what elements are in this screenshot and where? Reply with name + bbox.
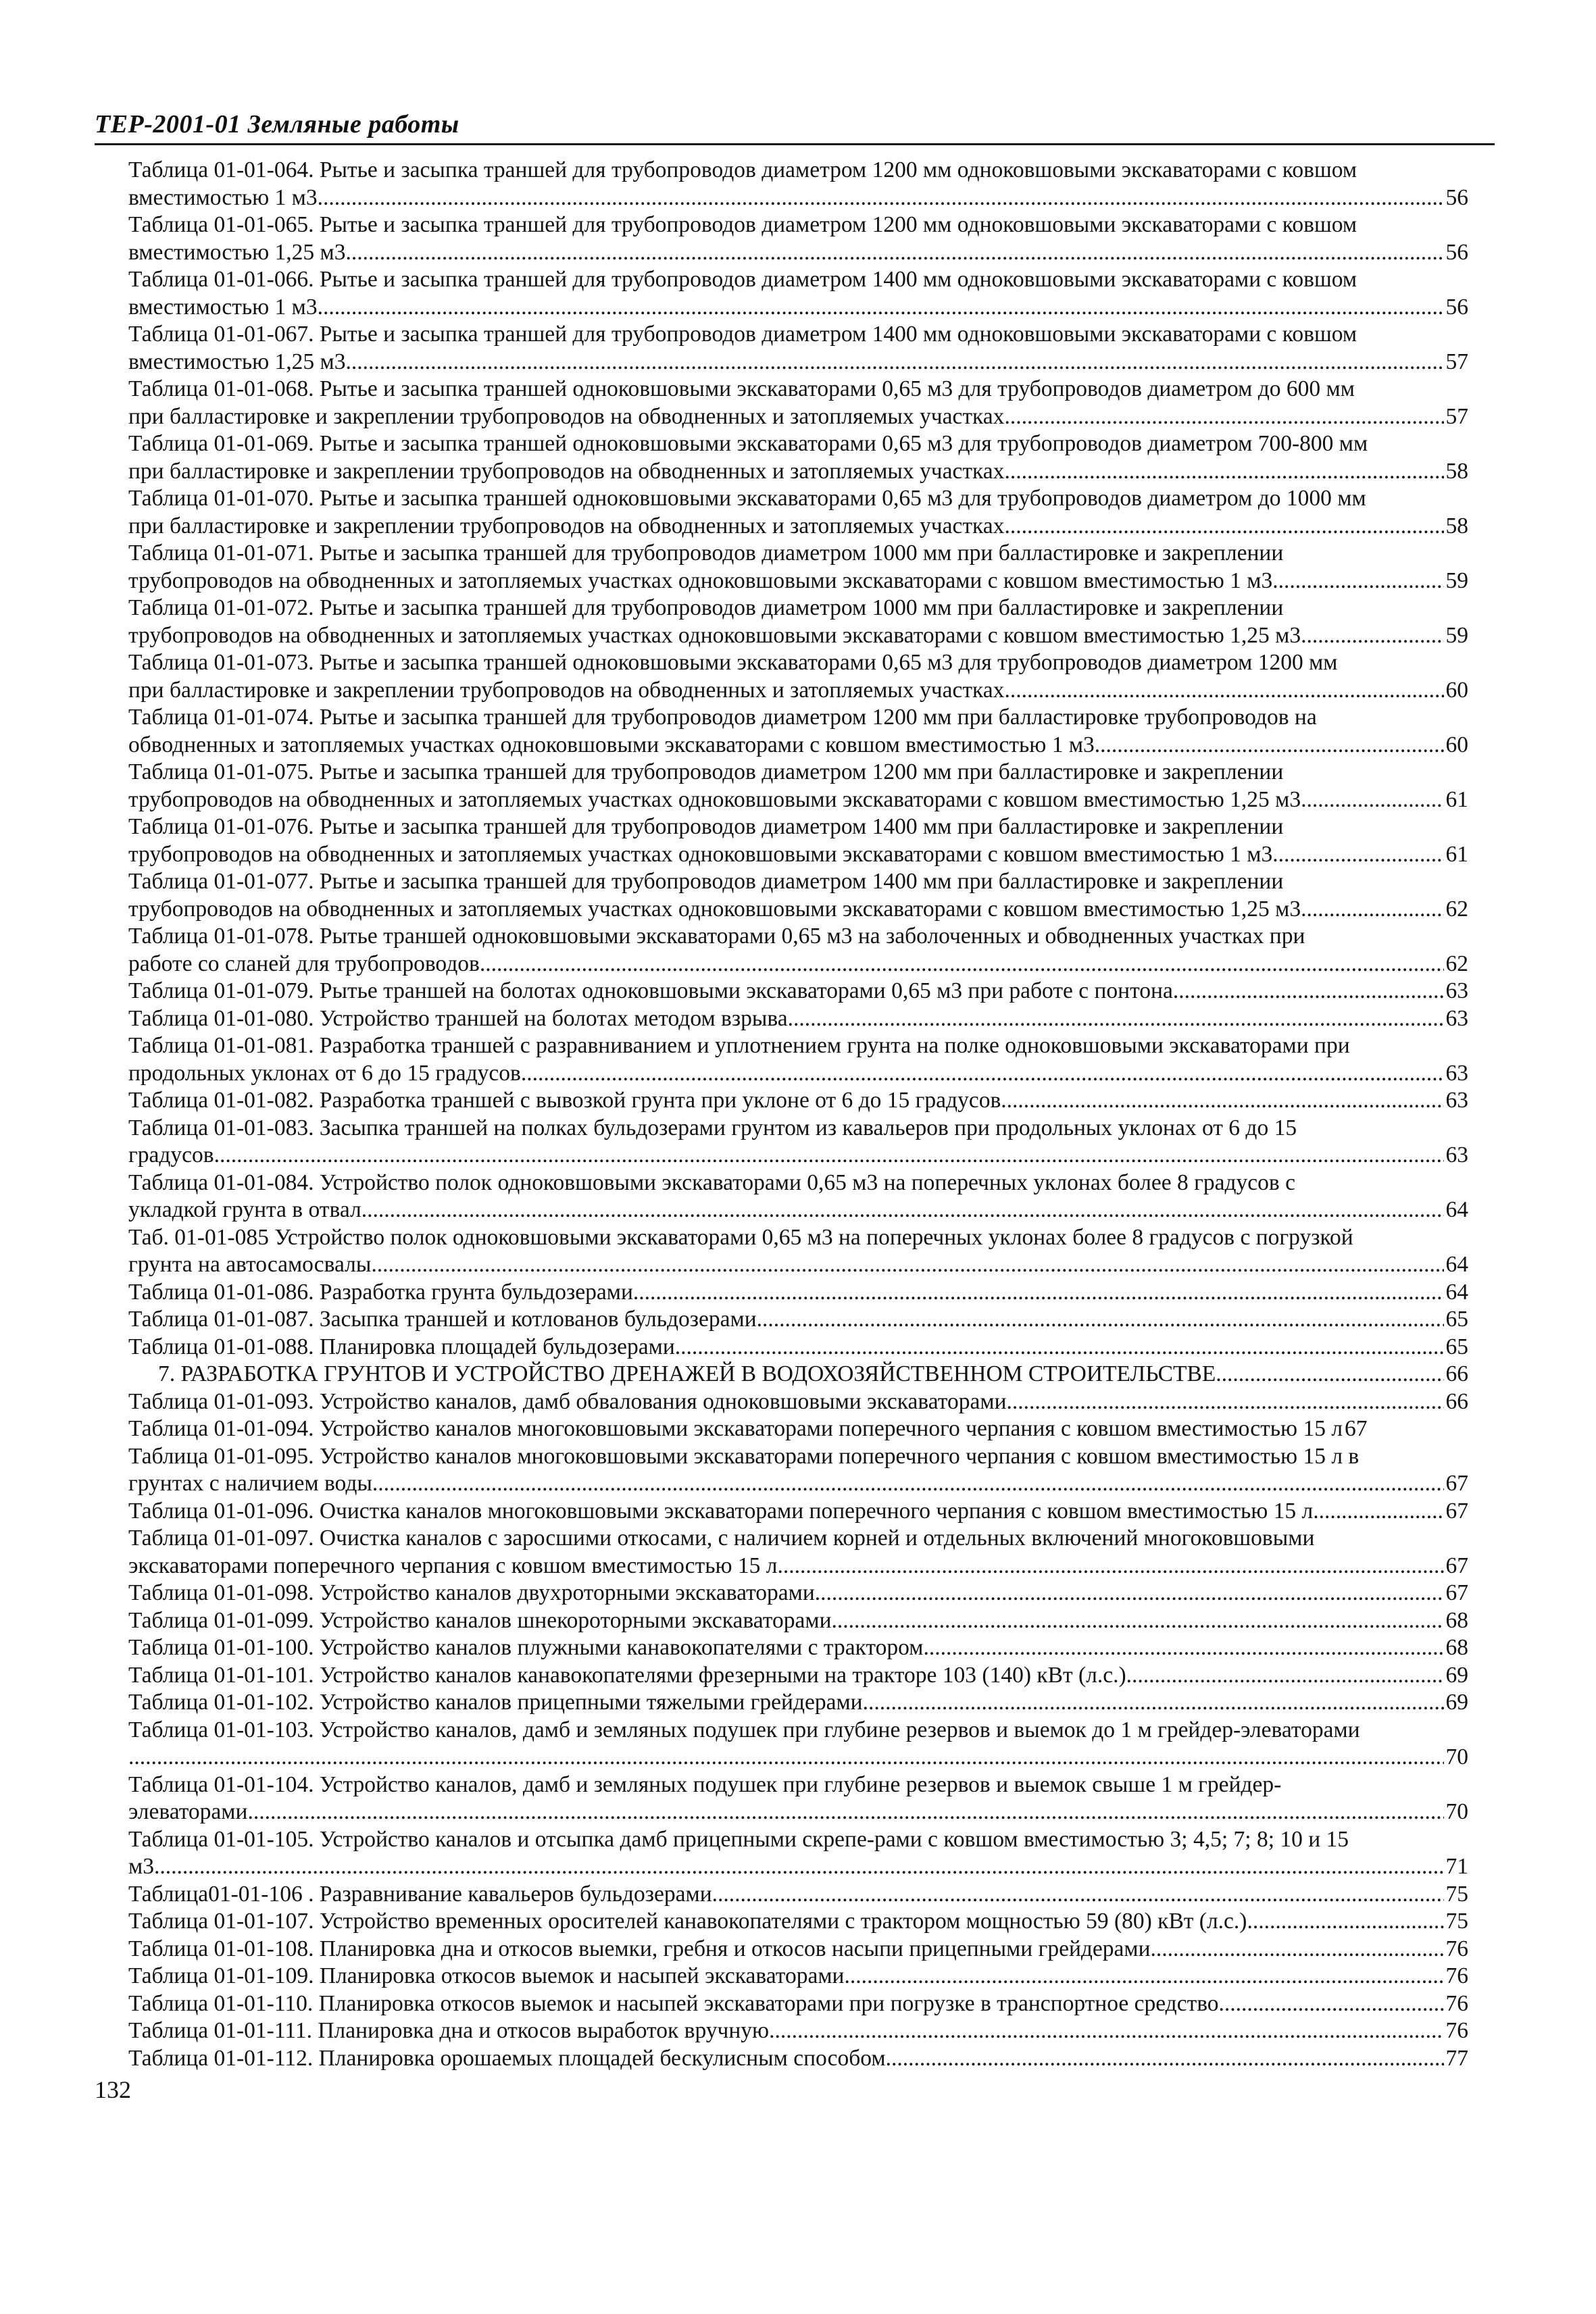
toc-entry-last-line [128,568,1468,595]
toc-entry-last-line [128,294,1468,322]
toc-page-ref: 64 [1445,1197,1468,1222]
toc-page-ref: 69 [1445,1690,1468,1715]
toc-dot-leader [318,184,1444,212]
toc-entry-text: грунтах с наличием воды [128,1471,372,1496]
toc-entry [128,1306,1468,1334]
toc-entry-text: Таблица 01-01-082. Разработка траншей с вывозкой грунта при уклоне от 6 до 15 градусов [128,1088,1001,1113]
toc-page-ref: 75 [1445,1881,1468,1907]
toc-entry-last-line [128,1388,1468,1416]
toc-entry-last-line [128,1553,1468,1580]
toc-entry-text: вместимостью 1 м3 [128,294,318,320]
toc-dot-leader [769,2017,1443,2045]
toc-dot-leader [1095,732,1444,759]
toc-entry-last-line [128,239,1468,267]
toc-page-ref: 67 [1445,1498,1468,1524]
toc-entry [128,485,1468,540]
toc-entry-line: Таблица 01-01-104. Устройство каналов, дамб и земляных подушек при глубине резервов и выемок свыше 1 м грейдер- [128,1771,1282,1797]
toc-entry [128,1908,1468,1936]
running-header [95,109,1495,145]
toc-entry [128,1032,1468,1087]
toc-page-ref: 59 [1445,568,1468,593]
toc-entry [128,923,1468,978]
toc-dot-leader [154,1853,1444,1881]
toc-page-ref: 70 [1445,1744,1468,1769]
toc-entry-last-line [128,1251,1468,1279]
toc-entry-line: Таблица 01-01-103. Устройство каналов, дамб и земляных подушек при глубине резервов и выемок до 1 м грейдер-элеваторами [128,1717,1360,1742]
toc-page-ref: 59 [1445,622,1468,648]
toc-entry [128,266,1468,321]
toc-entry-last-line [158,1361,1468,1388]
toc-entry-last-line [128,622,1468,650]
toc-entry [128,759,1468,813]
toc-entry-last-line [128,1963,1468,1990]
toc-entry-last-line [128,896,1468,924]
toc-entry-last-line [128,1744,1468,1771]
toc-dot-leader [361,1197,1444,1224]
toc-entry-text: трубопроводов на обводненных и затопляемых участках одноковшовыми экскаваторами с ковшом вместимостью 1 м3 [128,568,1273,593]
toc-entry-line: Таблица 01-01-097. Очистка каналов с заросшими откосами, с наличием корней и отдельных включений многоковшовыми [128,1526,1315,1551]
toc-entry [128,157,1468,211]
toc-entry-text: экскаваторами поперечного черпания с ковшом вместимостью 15 л [128,1553,778,1578]
toc-entry-text: 7. РАЗРАБОТКА ГРУНТОВ И УСТРОЙСТВО ДРЕНАЖЕЙ В ВОДОХОЗЯЙСТВЕННОМ СТРОИТЕЛЬСТВЕ [158,1361,1216,1386]
toc-entry-line: Таблица 01-01-075. Рытье и засыпка траншей для трубопроводов диаметром 1200 мм при балластировке и закреплении [128,759,1284,784]
toc-entry [128,1169,1468,1224]
toc-page-ref: 58 [1445,513,1468,538]
toc-entry [128,813,1468,868]
toc-entry-text: Таблица 01-01-087. Засыпка траншей и котлованов бульдозерами [128,1307,757,1332]
toc-entry [128,1963,1468,1990]
toc-entry-line: Таблица 01-01-084. Устройство полок одноковшовыми экскаваторами 0,65 м3 на поперечных уклонах более 8 градусов с [128,1169,1295,1195]
toc-entry-text: Таблица 01-01-101. Устройство каналов канавокопателями фрезерными на тракторе 103 (140) кВт (л.с.) [128,1662,1126,1688]
toc-entry-text: Таблица 01-01-080. Устройство траншей на болотах методом взрыва [128,1005,788,1031]
toc-page-ref: 63 [1445,1088,1468,1113]
toc-entry-text: работе со сланей для трубопроводов [128,951,480,976]
toc-page-ref: 68 [1445,1635,1468,1660]
toc-entry-text: Таблица 01-01-099. Устройство каналов шнекороторными экскаваторами [128,1607,832,1633]
toc-entry [128,540,1468,595]
toc-page-ref: 56 [1445,239,1468,265]
toc-entry-text: м3 [128,1854,154,1879]
toc-entry-last-line [128,978,1468,1005]
toc-entry-text: Таблица 01-01-110. Планировка откосов выемок и насыпей экскаваторами при погрузке в транспортное средство [128,1990,1219,2016]
toc-entry-text: Таблица 01-01-109. Планировка откосов выемок и насыпей экскаваторами [128,1963,845,1988]
toc-entry-text: градусов [128,1142,214,1167]
toc-page-ref: 56 [1445,184,1468,210]
toc-dot-leader [247,1799,1443,1826]
toc-entry [128,1415,1468,1443]
toc-entry-text: вместимостью 1,25 м3 [128,239,346,265]
toc-entry-line: Таблица 01-01-083. Засыпка траншей на полках бульдозерами грунтом из кавальеров при продольных уклонах от 6 до 15 [128,1115,1297,1140]
toc-entry-text: Таблица 01-01-111. Планировка дна и откосов выработок вручную [128,2018,770,2043]
toc-page-ref: 66 [1445,1388,1468,1414]
toc-entry [128,1689,1468,1717]
toc-dot-leader [778,1553,1444,1580]
toc-page-ref: 56 [1445,294,1468,320]
toc-entry-text: укладкой грунта в отвал [128,1197,361,1222]
toc-entry-line: Таблица 01-01-067. Рытье и засыпка траншей для трубопроводов диаметром 1400 мм одноковшовыми экскаваторами с ковшом [128,322,1357,347]
toc-page-ref: 62 [1445,896,1468,922]
toc-entry-last-line [128,1087,1468,1115]
toc-entry-line: Таб. 01-01-085 Устройство полок одноковшовыми экскаваторами 0,65 м3 на поперечных уклонах более 8 градусов с погрузкой [128,1224,1353,1250]
toc-entry-text: при балластировке и закреплении трубопроводов на обводненных и затопляемых участках [128,403,1005,429]
toc-dot-leader [128,1744,1444,1771]
toc-entry-line: Таблица 01-01-071. Рытье и засыпка траншей для трубопроводов диаметром 1000 мм при балластировке и закреплении [128,540,1284,565]
toc-entry-text: Таблица 01-01-079. Рытье траншей на болотах одноковшовыми экскаваторами 0,65 м3 при работе с понтона [128,978,1173,1003]
toc-dot-leader [1301,786,1443,814]
toc-entry-last-line [128,786,1468,814]
toc-entry-text: вместимостью 1,25 м3 [128,349,346,374]
toc-page-ref: 60 [1445,677,1468,703]
toc-entry [128,1334,1468,1361]
toc-dot-leader [1216,1361,1443,1388]
toc-entry-text: Таблица 01-01-086. Разработка грунта бульдозерами [128,1279,633,1305]
toc-dot-leader [815,1580,1444,1607]
toc-entry [128,1388,1468,1416]
toc-entry-text: Таблица 01-01-102. Устройство каналов прицепными тяжелыми грейдерами [128,1690,863,1715]
toc-entry-text: при балластировке и закреплении трубопроводов на обводненных и затопляемых участках [128,513,1005,538]
toc-entry-last-line [128,1580,1468,1607]
toc-entry-text: вместимостью 1 м3 [128,184,318,210]
toc-entry [128,868,1468,923]
toc-entry-last-line [128,841,1468,869]
toc-entry-line: Таблица 01-01-076. Рытье и засыпка траншей для трубопроводов диаметром 1400 мм при балластировке и закреплении [128,814,1284,839]
toc-entry-last-line [128,1498,1468,1526]
toc-page-ref: 64 [1445,1252,1468,1277]
toc-entry-last-line [128,1142,1468,1169]
toc-entry-last-line [128,1799,1468,1826]
toc-page-ref: 64 [1445,1279,1468,1305]
toc-page-ref: 76 [1445,2018,1468,2043]
toc-entry [128,211,1468,266]
toc-entry-last-line [128,1279,1468,1307]
toc-page-ref: 71 [1445,1854,1468,1879]
toc-entry [128,1771,1468,1826]
toc-page-ref: 68 [1445,1607,1468,1633]
toc-entry-last-line [128,677,1468,705]
toc-page-ref: 69 [1445,1662,1468,1688]
toc-entry-last-line [128,403,1468,431]
toc-page-ref: 62 [1445,951,1468,976]
toc-entry [128,1498,1468,1526]
toc-page-ref: 58 [1445,458,1468,484]
toc-page-ref: 57 [1445,403,1468,429]
toc-entry-text: Таблица 01-01-098. Устройство каналов двухроторными экскаваторами [128,1580,815,1605]
toc-entry [128,321,1468,376]
toc-entry-last-line [128,1853,1468,1881]
toc-dot-leader [1313,1498,1443,1526]
toc-entry [128,2017,1468,2045]
toc-entry-line: Таблица 01-01-081. Разработка траншей с разравниванием и уплотнением грунта на полке одноковшовыми экскаваторами при [128,1033,1350,1058]
toc-dot-leader [832,1607,1444,1635]
toc-entry [128,1443,1468,1498]
toc-entry-text: трубопроводов на обводненных и затопляемых участках одноковшовыми экскаваторами с ковшом вместимостью 1,25 м3 [128,786,1301,812]
toc-entry-line: Таблица 01-01-073. Рытье и засыпка траншей одноковшовыми экскаваторами 0,65 м3 для трубопроводов диаметром 1200 мм [128,650,1338,675]
toc-entry-last-line [128,1415,1468,1443]
toc-entry-text: Таблица 01-01-112. Планировка орошаемых площадей бескулисным способом [128,2045,886,2071]
toc-entry [128,1634,1468,1662]
toc-entry-last-line [128,1334,1468,1361]
toc-entry-line: Таблица 01-01-070. Рытье и засыпка траншей одноковшовыми экскаваторами 0,65 м3 для трубопроводов диаметром до 1000 мм [128,486,1366,511]
toc-entry [128,704,1468,759]
toc-entry-last-line [128,951,1468,978]
toc-entry [128,1115,1468,1169]
toc-entry-text: обводненных и затопляемых участках одноковшовыми экскаваторами с ковшом вместимостью 1 м3 [128,732,1095,757]
toc-entry [128,1826,1468,1881]
toc-entry-text: Таблица 01-01-093. Устройство каналов, дамб обвалования одноковшовыми экскаваторами [128,1388,1007,1414]
toc-dot-leader [1001,1087,1443,1115]
toc-entry-last-line [128,513,1468,540]
toc-page-ref: 67 [1445,1471,1468,1496]
toc-entry-last-line [128,1662,1468,1690]
toc-dot-leader [1151,1936,1444,1963]
toc-entry-last-line [128,1936,1468,1963]
toc-page-ref: 67 [1345,1416,1368,1441]
toc-dot-leader [1247,1908,1443,1936]
toc-entry-line: Таблица 01-01-105. Устройство каналов и отсыпка дамб прицепными скрепе-рами с ковшом вместимостью 3; 4,5; 7; 8; 10 и 15 [128,1826,1349,1852]
toc-entry [128,649,1468,704]
toc-entry-last-line [128,458,1468,486]
toc-entry-text: Таблица 01-01-108. Планировка дна и откосов выемки, гребня и откосов насыпи прицепными грейдерами [128,1936,1151,1961]
toc-dot-leader [346,239,1444,267]
toc-entry-text: Таблица 01-01-100. Устройство каналов плужными канавокопателями с трактором [128,1635,924,1660]
toc-dot-leader [1004,458,1443,486]
toc-entry-line: Таблица 01-01-069. Рытье и засыпка траншей одноковшовыми экскаваторами 0,65 м3 для трубопроводов диаметром 700-800 мм [128,431,1368,456]
toc-page-ref: 76 [1445,1963,1468,1988]
toc-entry-last-line [128,1060,1468,1088]
toc-entry-line: Таблица 01-01-068. Рытье и засыпка траншей одноковшовыми экскаваторами 0,65 м3 для трубопроводов диаметром до 600 мм [128,376,1355,401]
toc-dot-leader [1004,513,1443,540]
toc-dot-leader [863,1689,1444,1717]
toc-entry-line: Таблица 01-01-065. Рытье и засыпка траншей для трубопроводов диаметром 1200 мм одноковшовыми экскаваторами с ковшом [128,212,1357,237]
toc-dot-leader [788,1005,1444,1033]
toc-entry [128,1936,1468,1963]
toc-entry-last-line [128,1607,1468,1635]
toc-entry-last-line [128,1689,1468,1717]
toc-entry-last-line [128,1470,1468,1498]
toc-page-ref: 70 [1445,1799,1468,1824]
toc-entry-last-line [128,1306,1468,1334]
toc-page-ref: 67 [1445,1580,1468,1605]
toc-dot-leader [675,1334,1444,1361]
toc-page-ref: 61 [1445,841,1468,867]
toc-entry-last-line [128,2017,1468,2045]
toc-page-ref: 63 [1445,1005,1468,1031]
toc-entry [128,1662,1468,1690]
toc-dot-leader [1272,568,1443,595]
toc-entry [128,1990,1468,2018]
toc-entry-line: Таблица 01-01-072. Рытье и засыпка траншей для трубопроводов диаметром 1000 мм при балластировке и закреплении [128,595,1284,620]
toc-entry [128,2045,1468,2073]
toc-page-ref: 76 [1445,1936,1468,1961]
toc-dot-leader [923,1634,1443,1662]
toc-dot-leader [318,294,1444,322]
toc-entry [128,1881,1468,1909]
toc-entry-text: при балластировке и закреплении трубопроводов на обводненных и затопляемых участках [128,458,1005,484]
toc-entry-text: продольных уклонах от 6 до 15 градусов [128,1060,521,1086]
toc-entry-last-line [128,1197,1468,1224]
toc-dot-leader [1173,978,1444,1005]
toc-page-ref: 65 [1445,1334,1468,1359]
toc-page-ref: 66 [1445,1361,1468,1386]
toc-entry-last-line [128,1908,1468,1936]
toc-dot-leader [346,349,1444,376]
toc-dot-leader [633,1279,1444,1307]
toc-page-ref: 63 [1445,978,1468,1003]
toc-dot-leader [372,1470,1444,1498]
toc-entry-line: Таблица 01-01-077. Рытье и засыпка траншей для трубопроводов диаметром 1400 мм при балластировке и закреплении [128,869,1284,894]
toc-dot-leader [757,1306,1444,1334]
toc-dot-leader [845,1963,1444,1990]
toc-dot-leader [371,1251,1443,1279]
toc-entry-line: Таблица 01-01-066. Рытье и засыпка траншей для трубопроводов диаметром 1400 мм одноковшовыми экскаваторами с ковшом [128,267,1357,292]
toc-entry-text: трубопроводов на обводненных и затопляемых участках одноковшовыми экскаваторами с ковшом вместимостью 1,25 м3 [128,896,1301,922]
toc-entry-text: грунта на автосамосвалы [128,1252,372,1277]
toc-section-heading [128,1361,1468,1388]
toc-entry-last-line [128,2045,1468,2073]
toc-entry-line: Таблица 01-01-064. Рытье и засыпка траншей для трубопроводов диаметром 1200 мм одноковшовыми экскаваторами с ковшом [128,157,1357,182]
toc-entry-line: Таблица 01-01-078. Рытье траншей одноковшовыми экскаваторами 0,65 м3 на заболоченных и обводненных участках при [128,924,1305,949]
toc-entry [128,1525,1468,1580]
toc-dot-leader [1007,1388,1444,1416]
toc-dot-leader [1301,896,1443,924]
toc-entry [128,1005,1468,1033]
toc-entry-line: Таблица 01-01-074. Рытье и засыпка траншей для трубопроводов диаметром 1200 мм при балластировке трубопроводов на [128,705,1317,730]
toc-page-ref: 61 [1445,786,1468,812]
toc-entry-text: элеваторами [128,1799,248,1824]
toc-dot-leader [1272,841,1443,869]
toc-entry-last-line [128,732,1468,759]
toc-entry-text: при балластировке и закреплении трубопроводов на обводненных и затопляемых участках [128,677,1005,703]
toc-entry [128,376,1468,430]
toc-dot-leader [214,1142,1444,1169]
toc-entry-last-line [128,184,1468,212]
toc-dot-leader [480,951,1444,978]
toc-entry [128,1224,1468,1279]
toc-entry [128,1717,1468,1771]
toc-entry-text: трубопроводов на обводненных и затопляемых участках одноковшовыми экскаваторами с ковшом вместимостью 1,25 м3 [128,622,1301,648]
toc-entry [128,430,1468,485]
toc-page-ref: 75 [1445,1909,1468,1934]
toc-entry-last-line [128,349,1468,376]
table-of-contents [128,157,1468,2072]
toc-entry-text: трубопроводов на обводненных и затопляемых участках одноковшовыми экскаваторами с ковшом вместимостью 1 м3 [128,841,1273,867]
page-number: 132 [95,2076,131,2103]
toc-dot-leader [712,1881,1444,1909]
toc-entry [128,1087,1468,1115]
toc-entry-text: Таблица 01-01-088. Планировка площадей бульдозерами [128,1334,675,1359]
toc-page-ref: 77 [1445,2045,1468,2071]
toc-page-ref: 63 [1445,1060,1468,1086]
toc-entry-text: Таблица01-01-106 . Разравнивание кавальеров бульдозерами [128,1881,712,1907]
toc-entry-last-line [128,1990,1468,2018]
toc-dot-leader [1219,1990,1444,2018]
toc-dot-leader [886,2045,1444,2073]
toc-entry-line: Таблица 01-01-095. Устройство каналов многоковшовыми экскаваторами поперечного черпания с ковшом вместимостью 15 л в [128,1443,1360,1469]
toc-page-ref: 60 [1445,732,1468,757]
toc-entry-text: Таблица 01-01-096. Очистка каналов многоковшовыми экскаваторами поперечного черпания с ковшом вместимостью 15 л [128,1498,1314,1524]
toc-entry-last-line [128,1005,1468,1033]
toc-page-ref: 65 [1445,1307,1468,1332]
running-header-title: ТЕР-2001-01 Земляные работы [95,110,459,139]
toc-entry [128,1279,1468,1307]
toc-entry-last-line [128,1634,1468,1662]
toc-dot-leader [1004,403,1443,431]
toc-entry [128,978,1468,1005]
toc-entry-last-line [128,1881,1468,1909]
toc-page-ref: 67 [1445,1553,1468,1578]
toc-page-ref: 76 [1445,1990,1468,2016]
toc-entry-text: Таблица 01-01-094. Устройство каналов многоковшовыми экскаваторами поперечного черпания с ковшом вместимостью 15 л [128,1416,1343,1441]
toc-dot-leader [521,1060,1444,1088]
toc-dot-leader [1301,622,1443,650]
toc-page-ref: 57 [1445,349,1468,374]
toc-page-ref: 63 [1445,1142,1468,1167]
toc-dot-leader [1126,1662,1444,1690]
toc-entry-text: Таблица 01-01-107. Устройство временных оросителей канавокопателями с трактором мощностью 59 (80) кВт (л.с.) [128,1909,1247,1934]
toc-entry [128,1580,1468,1607]
toc-entry [128,595,1468,649]
toc-entry [128,1607,1468,1635]
toc-dot-leader [1004,677,1443,705]
